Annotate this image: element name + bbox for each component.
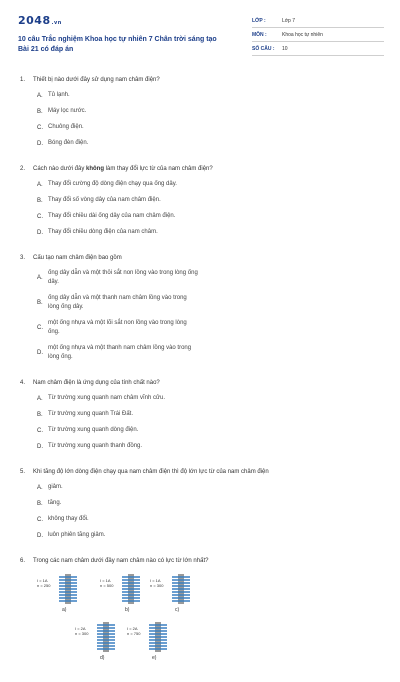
meta-row-count [252, 42, 384, 56]
question-text [20, 165, 382, 174]
coil-turns: n = 750 [127, 631, 141, 636]
site-logo[interactable] [18, 14, 62, 27]
option-b[interactable] [37, 499, 210, 508]
option-letter: B. [37, 197, 43, 204]
question-6 [20, 557, 382, 672]
option-text: Từ trường xung quanh nam châm vĩnh cửu. [48, 395, 166, 401]
option-text: ống dây dẫn và một thanh nam châm lồng vào trong lòng ống dây. [48, 295, 187, 310]
coil-label [127, 626, 140, 636]
meta-row-subject [252, 28, 384, 42]
option-letter: B. [37, 411, 43, 418]
option-text: Chuông điện. [48, 124, 84, 130]
question-stem-end: làm thay đổi lực từ của nam châm điện? [103, 166, 213, 172]
option-a[interactable] [37, 269, 210, 287]
option-b[interactable] [37, 196, 210, 205]
answer-options [20, 269, 382, 369]
question-stem: Thiết bị nào dưới đây sử dụng nam châm điện? [33, 77, 160, 83]
option-c[interactable] [37, 123, 210, 132]
document-title: 10 câu Trắc nghiệm Khoa học tự nhiên 7 Chân trời sáng tạo Bài 21 có đáp án [18, 36, 217, 53]
option-d[interactable] [37, 139, 210, 148]
coil-turns: n = 500 [100, 583, 114, 588]
question-text [20, 379, 382, 388]
coil-icon [147, 622, 169, 652]
logo-suffix: .vn [51, 20, 62, 26]
coil-caption: a) [62, 607, 67, 613]
option-d[interactable] [37, 344, 210, 362]
option-letter: C. [37, 124, 43, 131]
coil-current: I = 1A [150, 578, 161, 583]
option-c[interactable] [37, 212, 210, 221]
option-letter: D. [37, 532, 43, 539]
option-c[interactable] [37, 426, 210, 435]
coil-turns: n = 250 [37, 583, 51, 588]
coil-e [127, 622, 172, 661]
coil-turns: n = 300 [75, 631, 89, 636]
question-text [20, 254, 382, 263]
coil-label [75, 626, 88, 636]
option-d[interactable] [37, 531, 210, 540]
option-a[interactable] [37, 91, 210, 100]
option-letter: C. [37, 516, 43, 523]
question-stem: Cách nào dưới đây [33, 166, 86, 172]
meta-table [252, 14, 384, 56]
option-d[interactable] [37, 228, 210, 237]
coil-current: I = 2A [127, 626, 138, 631]
option-letter: B. [37, 300, 43, 306]
option-letter: A. [37, 181, 43, 188]
question-stem: Khi tăng độ lớn dòng điện chạy qua nam châm điện thì độ lớn lực từ của nam châm điện [33, 469, 269, 475]
question-number: 2. [20, 166, 26, 172]
option-text: Tủ lạnh. [48, 92, 70, 98]
logo-text: 2048 [18, 14, 51, 27]
meta-value: 10 [282, 45, 288, 52]
option-text: một ống nhựa và một lõi sắt non lồng vào trong lòng ống. [48, 320, 187, 335]
coil-label [37, 578, 50, 588]
meta-key: MÔN : [252, 31, 267, 38]
question-number: 4. [20, 380, 26, 386]
option-letter: C. [37, 427, 43, 434]
answer-options [20, 91, 382, 155]
coil-caption: b) [125, 607, 130, 613]
option-letter: B. [37, 500, 43, 507]
option-letter: C. [37, 325, 43, 331]
question-stem: Cấu tạo nam châm điện bao gồm [33, 255, 122, 261]
option-text: tăng. [48, 500, 62, 506]
coil-caption: e) [152, 655, 157, 661]
document-header [18, 12, 384, 62]
option-b[interactable] [37, 107, 210, 116]
meta-row-class [252, 14, 384, 28]
option-b[interactable] [37, 294, 210, 312]
option-d[interactable] [37, 442, 210, 451]
option-text: ống dây dẫn và một thỏi sắt non lồng vào trong lòng ống dây. [48, 270, 198, 285]
coil-icon [95, 622, 117, 652]
option-letter: A. [37, 484, 43, 491]
option-text: không thay đổi. [48, 516, 89, 522]
option-b[interactable] [37, 410, 210, 419]
option-text: Thay đổi số vòng dây của nam châm điện. [48, 197, 161, 203]
meta-key: SỐ CÂU : [252, 45, 275, 52]
coil-figure [20, 572, 382, 672]
option-text: Từ trường xung quanh dòng điện. [48, 427, 139, 433]
coil-turns: n = 300 [150, 583, 164, 588]
meta-key: LỚP : [252, 17, 266, 24]
option-letter: A. [37, 275, 43, 281]
option-text: một ống nhựa và một thanh nam châm lồng vào trong lòng ống. [48, 345, 192, 360]
option-a[interactable] [37, 483, 210, 492]
question-number: 3. [20, 255, 26, 261]
option-text: Bóng đèn điện. [48, 140, 89, 146]
option-letter: D. [37, 443, 43, 450]
option-text: Thay đổi chiều dòng điện của nam châm. [48, 229, 158, 235]
option-text: Thay đổi chiều dài ống dây của nam châm điện. [48, 213, 176, 219]
question-number: 5. [20, 469, 26, 475]
answer-options [20, 394, 382, 458]
question-stem: Trong các nam châm dưới đây nam châm nào có lực từ lớn nhất? [33, 558, 209, 564]
meta-value: Lớp 7 [282, 17, 296, 24]
option-text: Từ trường xung quanh Trái Đất. [48, 411, 134, 417]
question-emphasis: không [85, 166, 104, 172]
question-stem: Nam châm điện là ứng dụng của tính chất nào? [33, 380, 160, 386]
option-letter: A. [37, 395, 43, 402]
question-list [20, 76, 382, 682]
coil-d [75, 622, 120, 661]
question-text [20, 468, 382, 477]
option-letter: B. [37, 108, 43, 115]
option-letter: D. [37, 350, 43, 356]
question-number: 1. [20, 77, 26, 83]
option-c[interactable] [37, 515, 210, 524]
option-text: Máy lọc nước. [48, 108, 87, 114]
option-c[interactable] [37, 319, 210, 337]
coil-current: I = 1A [37, 578, 48, 583]
option-a[interactable] [37, 180, 210, 189]
coil-caption: c) [175, 607, 180, 613]
option-letter: D. [37, 140, 43, 147]
coil-caption: d) [100, 655, 105, 661]
coil-label [100, 578, 113, 588]
option-letter: D. [37, 229, 43, 236]
question-4 [20, 379, 382, 458]
question-number: 6. [20, 558, 26, 564]
question-2 [20, 165, 382, 244]
option-text: Thay đổi cường độ dòng điện chạy qua ống dây. [48, 181, 177, 187]
question-5 [20, 468, 382, 547]
answer-options [20, 483, 382, 547]
question-text [20, 557, 382, 566]
option-text: luôn phiên tăng giảm. [48, 532, 106, 538]
question-1 [20, 76, 382, 155]
coil-current: I = 2A [75, 626, 86, 631]
coil-label [150, 578, 163, 588]
option-letter: A. [37, 92, 43, 99]
question-3 [20, 254, 382, 369]
coil-current: I = 1A [100, 578, 111, 583]
meta-value: Khoa học tự nhiên [282, 31, 323, 38]
option-text: giảm. [48, 484, 63, 490]
option-a[interactable] [37, 394, 210, 403]
question-text [20, 76, 382, 85]
option-text: Từ trường xung quanh thanh đồng. [48, 443, 143, 449]
option-letter: C. [37, 213, 43, 220]
answer-options [20, 180, 382, 244]
